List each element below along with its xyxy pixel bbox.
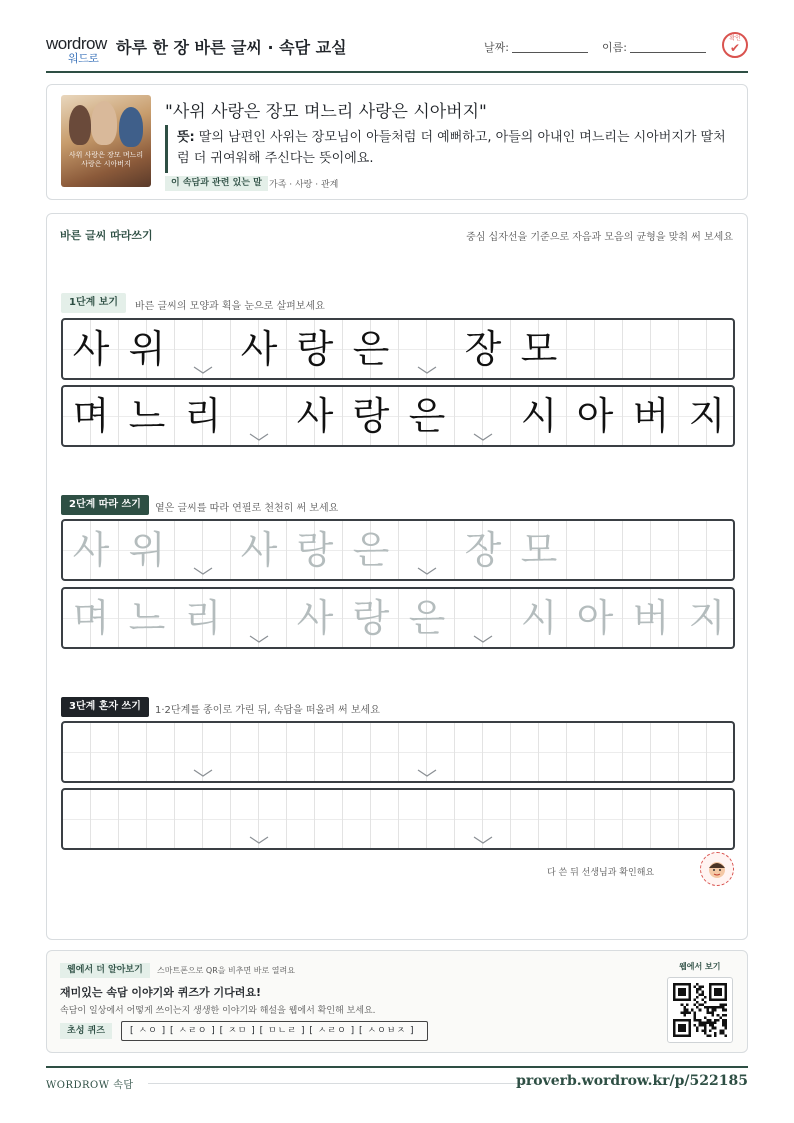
grid-char: 장 bbox=[464, 327, 502, 371]
chosung-quiz-box: [ ㅅㅇ ] [ ㅅㄹㅇ ] [ ㅈㅁ ] [ ㅁㄴㄹ ] [ ㅅㄹㅇ ] [ ㅅㅇㅂㅈ ] bbox=[121, 1021, 428, 1041]
grid-char: 사 bbox=[296, 394, 334, 438]
grid-char: 시 bbox=[520, 394, 558, 438]
grid-char: 지 bbox=[688, 596, 726, 640]
grid-char: 사 bbox=[72, 528, 110, 572]
grid-char: 리 bbox=[184, 394, 222, 438]
grid-char: 랑 bbox=[352, 596, 390, 640]
space-mark-icon bbox=[193, 769, 213, 777]
thumbnail-caption: 사위 사랑은 장모 며느리 사랑은 시아버지 bbox=[68, 151, 144, 168]
grid-char: 며 bbox=[72, 596, 110, 640]
check-stamp-icon: 확인 ✔ bbox=[722, 32, 748, 58]
header-divider bbox=[46, 71, 748, 73]
page-header bbox=[46, 30, 748, 72]
step-3-row-1[interactable] bbox=[61, 721, 735, 783]
grid-char: 사 bbox=[72, 327, 110, 371]
step-1-row-1 bbox=[61, 318, 735, 380]
footer-brand: WORDROW 속담 bbox=[46, 1080, 134, 1091]
footer-line bbox=[148, 1083, 538, 1084]
step-2-row-1[interactable] bbox=[61, 519, 735, 581]
logo-word: wordrow bbox=[46, 34, 107, 53]
grid-char: 사 bbox=[240, 528, 278, 572]
grid-char: 느 bbox=[128, 394, 166, 438]
grid-char: 모 bbox=[520, 327, 558, 371]
quiz-badge: 초성 퀴즈 bbox=[60, 1023, 112, 1039]
grid-char: 은 bbox=[408, 394, 446, 438]
grid-char: 은 bbox=[408, 596, 446, 640]
space-mark-icon bbox=[473, 635, 493, 643]
step-3-badge: 3단계 혼자 쓰기 bbox=[61, 697, 149, 717]
related-badge: 이 속담과 관련 있는 말 bbox=[165, 176, 268, 191]
wordrow-logo bbox=[46, 34, 107, 65]
space-mark-icon bbox=[249, 836, 269, 844]
grid-char: 지 bbox=[688, 394, 726, 438]
grid-char: 랑 bbox=[296, 528, 334, 572]
space-mark-icon bbox=[473, 433, 493, 441]
date-label: 날짜: bbox=[484, 41, 509, 54]
grid-char: 위 bbox=[128, 327, 166, 371]
qr-label: 웹에서 보기 bbox=[679, 962, 721, 971]
grid-char: 시 bbox=[520, 596, 558, 640]
page-title: 하루 한 장 바른 글씨 · 속담 교실 bbox=[116, 38, 347, 57]
step-3-row-2[interactable] bbox=[61, 788, 735, 850]
stamp-text: 확인 bbox=[729, 35, 741, 42]
meaning-text: 딸의 남편인 사위는 장모님이 아들처럼 더 예뻐하고, 아들의 아내인 며느리는 시아버지가 딸처럼 더 귀여워해 주신다는 뜻이에요. bbox=[177, 130, 726, 166]
grid-char: 느 bbox=[128, 596, 166, 640]
grid-char: 아 bbox=[576, 596, 614, 640]
footer-divider bbox=[46, 1066, 748, 1068]
web-badge-desc: 스마트폰으로 QR을 비추면 바로 열려요 bbox=[157, 966, 295, 975]
step-2-row-2[interactable] bbox=[61, 587, 735, 649]
footer-url[interactable]: proverb.wordrow.kr/p/522185 bbox=[516, 1073, 748, 1089]
meaning-accent-bar bbox=[165, 125, 168, 173]
grid-char: 장 bbox=[464, 528, 502, 572]
step-2-desc: 옅은 글씨를 따라 연필로 천천히 써 보세요 bbox=[155, 503, 339, 514]
teacher-note: 다 쓴 뒤 선생님과 확인해요 bbox=[547, 868, 655, 878]
grid-char: 은 bbox=[352, 528, 390, 572]
grid-char: 랑 bbox=[352, 394, 390, 438]
space-mark-icon bbox=[473, 836, 493, 844]
grid-char: 리 bbox=[184, 596, 222, 640]
grid-char: 위 bbox=[128, 528, 166, 572]
qr-code-icon[interactable] bbox=[667, 977, 733, 1043]
step-3-desc: 1·2단계를 종이로 가린 뒤, 속담을 떠올려 써 보세요 bbox=[155, 705, 380, 716]
web-description: 속담이 일상에서 어떻게 쓰이는지 생생한 이야기와 해설을 웹에서 확인해 보세요. bbox=[60, 1006, 376, 1016]
name-field[interactable] bbox=[630, 52, 706, 53]
space-mark-icon bbox=[193, 567, 213, 575]
step-1-desc: 바른 글씨의 모양과 획을 눈으로 살펴보세요 bbox=[135, 301, 325, 312]
grid-char: 버 bbox=[632, 596, 670, 640]
proverb-title: "사위 사랑은 장모 며느리 사랑은 시아버지" bbox=[165, 102, 487, 122]
related-tags[interactable]: 가족 · 사랑 · 관계 bbox=[269, 180, 339, 190]
space-mark-icon bbox=[417, 567, 437, 575]
proverb-card bbox=[46, 84, 748, 200]
space-mark-icon bbox=[249, 433, 269, 441]
grid-char: 은 bbox=[352, 327, 390, 371]
web-badge: 웹에서 더 알아보기 bbox=[60, 963, 150, 978]
meaning-label: 뜻: bbox=[177, 130, 195, 145]
grid-char: 모 bbox=[520, 528, 558, 572]
proverb-meaning bbox=[177, 127, 737, 169]
step-1-row-2 bbox=[61, 385, 735, 447]
web-promo-card bbox=[46, 950, 748, 1053]
proverb-thumbnail bbox=[61, 95, 151, 187]
date-field[interactable] bbox=[512, 52, 588, 53]
grid-char: 버 bbox=[632, 394, 670, 438]
space-mark-icon bbox=[417, 366, 437, 374]
grid-char: 아 bbox=[576, 394, 614, 438]
space-mark-icon bbox=[249, 635, 269, 643]
step-1-badge: 1단계 보기 bbox=[61, 293, 126, 313]
logo-sub: 워드로 bbox=[68, 53, 99, 65]
grid-char: 사 bbox=[296, 596, 334, 640]
grid-char: 사 bbox=[240, 327, 278, 371]
web-headline: 재미있는 속담 이야기와 퀴즈가 기다려요! bbox=[60, 986, 261, 999]
practice-title: 바른 글씨 따라쓰기 bbox=[60, 229, 153, 242]
space-mark-icon bbox=[193, 366, 213, 374]
practice-panel bbox=[46, 213, 748, 940]
name-label: 이름: bbox=[602, 41, 627, 54]
practice-hint: 중심 십자선을 기준으로 자음과 모음의 균형을 맞춰 써 보세요 bbox=[466, 232, 733, 243]
grid-char: 랑 bbox=[296, 327, 334, 371]
space-mark-icon bbox=[417, 769, 437, 777]
step-2-badge: 2단계 따라 쓰기 bbox=[61, 495, 149, 515]
grid-char: 며 bbox=[72, 394, 110, 438]
teacher-stamp-icon bbox=[700, 852, 734, 886]
